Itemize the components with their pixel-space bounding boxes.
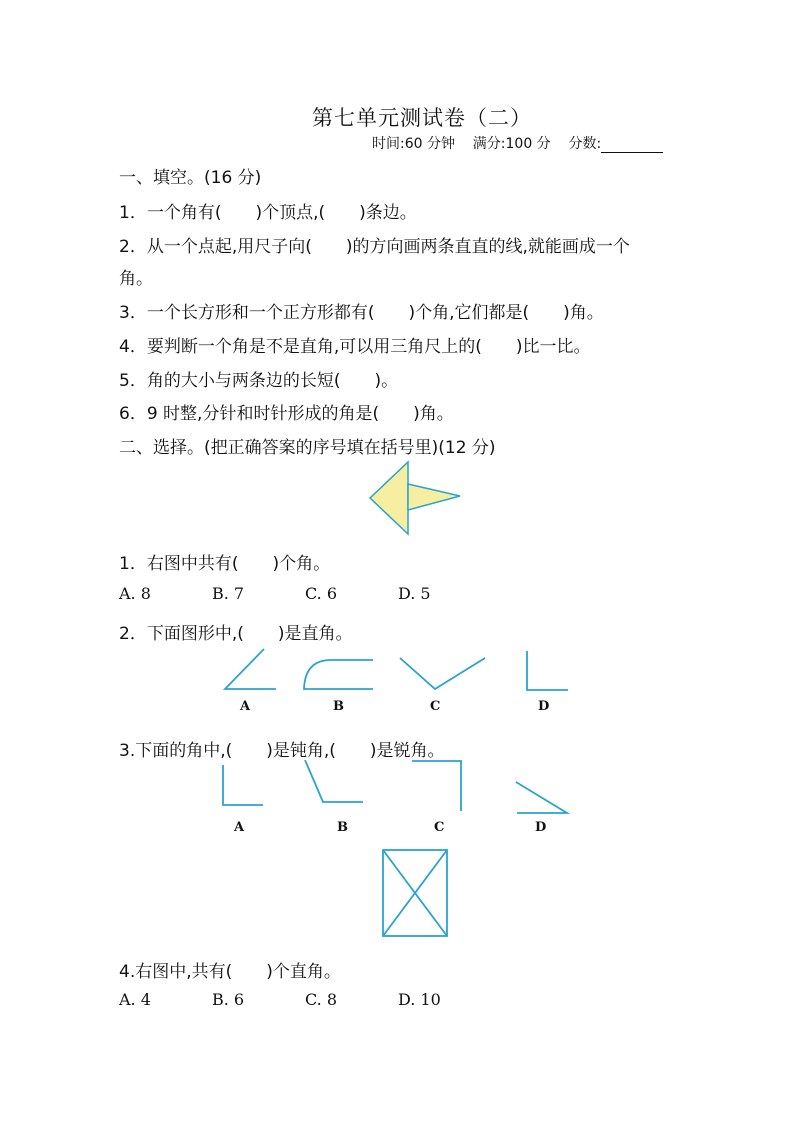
q2-figure-a (222, 648, 278, 692)
score-blank[interactable] (601, 138, 663, 153)
fill-question-3: 3．一个长方形和一个正方形都有( )个角,它们都是( )角。 (119, 303, 604, 323)
q4-option-b: B. 6 (212, 990, 245, 1009)
q3-label-b: B (337, 820, 348, 835)
q2-figure-d (524, 650, 570, 692)
q4-option-a: A. 4 (119, 990, 151, 1009)
q3-figure-b (303, 758, 365, 806)
q2-figure-b (301, 658, 375, 692)
q4-option-c: C. 8 (305, 990, 338, 1009)
q3-label-a: A (234, 820, 245, 835)
section-1-heading: 一、填空。(16 分) (119, 168, 262, 188)
q1-option-b: B. 7 (212, 584, 245, 603)
fill-question-1: 1．一个角有( )个顶点,( )条边。 (119, 203, 417, 223)
choice-question-4: 4.右图中,共有( )个直角。 (119, 962, 341, 982)
q3-label-d: D (535, 820, 547, 835)
q1-option-a: A. 8 (119, 584, 151, 603)
q2-label-a: A (240, 699, 251, 714)
page-title: 第七单元测试卷（二） (312, 106, 532, 130)
choice-question-3: 3.下面的角中,( )是钝角,( )是锐角。 (119, 741, 445, 761)
q2-figure-c (398, 656, 488, 692)
fill-question-6: 6．9 时整,分针和时针形成的角是( )角。 (119, 404, 454, 424)
q2-label-b: B (333, 699, 344, 714)
fill-question-2-cont: 角。 (119, 269, 153, 289)
full-score: 满分:100 分 (472, 136, 551, 152)
q1-option-c: C. 6 (305, 584, 338, 603)
rectangle-diagonals-figure (382, 849, 448, 937)
time-limit: 时间:60 分钟 (372, 136, 455, 152)
arrow-figure (368, 462, 462, 534)
fill-question-2: 2．从一个点起,用尺子向( )的方向画两条直直的线,就能画成一个 (119, 237, 630, 257)
q3-figure-a (221, 764, 265, 808)
section-2-heading: 二、选择。(把正确答案的序号填在括号里)(12 分) (119, 438, 496, 458)
fill-question-5: 5．角的大小与两条边的长短( )。 (119, 371, 399, 391)
q2-label-d: D (538, 699, 550, 714)
q2-label-c: C (430, 699, 441, 714)
q4-option-d: D. 10 (398, 990, 441, 1009)
q3-figure-c (411, 759, 465, 813)
q3-label-c: C (434, 820, 445, 835)
choice-question-1: 1．右图中共有( )个角。 (119, 554, 331, 574)
q1-option-d: D. 5 (398, 584, 431, 603)
q3-figure-d (515, 780, 571, 816)
choice-question-2: 2．下面图形中,( )是直角。 (119, 624, 353, 644)
exam-meta (372, 133, 663, 153)
fill-question-4: 4．要判断一个角是不是直角,可以用三角尺上的( )比一比。 (119, 337, 591, 357)
score-label: 分数: (568, 136, 602, 152)
